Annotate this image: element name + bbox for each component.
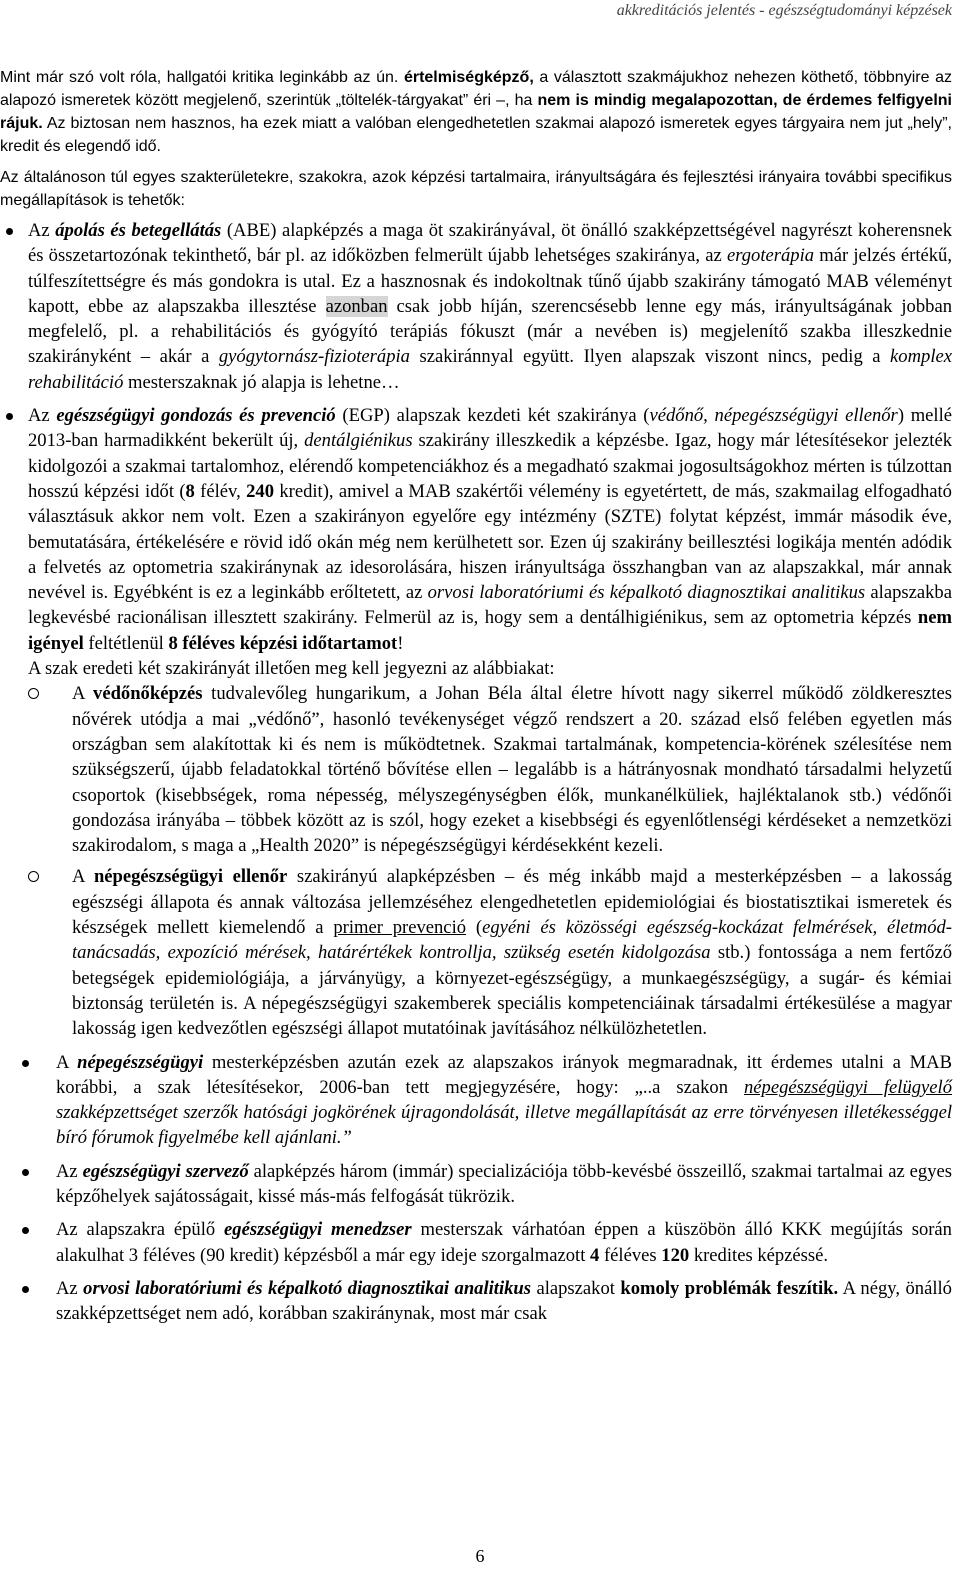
paragraph-specific: Az általánoson túl egyes szakterületekre, szakokra, azok képzési tartalmaira, irányultságára és fejlesztési irányaira további specifikus megállapítások is tehetők: — [0, 169, 952, 209]
paragraph-intro: Mint már szó volt róla, hallgatói kritika leginkább az ún. értelmiségképző, a választott szakmájukhoz nehezen köthető, többnyire az alapozó ismeretek között megjelenő, szerintük „töltelék-tárgyakat” éri –, ha nem is mindig megalapozottan, de érdemes felfigyelni rájuk. Az biztosan nem hasznos, ha ezek miatt a valóban elengedhetetlen szakmai alapozó ismeretek egyes tárgyaira nem jut „hely”, kredit és elegendő idő. — [0, 69, 953, 155]
bullet-dot-icon — [22, 1286, 29, 1293]
circle-bullet-icon — [28, 871, 39, 882]
bullet-olkda: Az orvosi laboratóriumi és képalkotó diagnosztikai analitikus alapszakot komoly problémák feszítik. A négy, önálló szakképzettséget nem adó, korábban szakiránynak, most már csak — [0, 1276, 952, 1327]
bullet-menedzser: Az alapszakra épülő egészségügyi menedzser mesterszak várhatóan éppen a küszöbön álló KKK megújítás során alakulhat 3 féléves (90 kredit) képzésből a már egy ideje szorgalmazott 4 féléves 120 kredites képzéssé. — [0, 1217, 952, 1268]
bullet-nepegeszsegugyi-mester: A népegészségügyi mesterképzésben azután ezek az alapszakos irányok megmaradnak, itt érdemes utalni a MAB korábbi, a szak létesítésekor, 2006-ban tett megjegyzésére, hogy: „..a szakon népegészségügyi felügyelő szakképzettséget szerzők hatósági jogkörének újragondolását, illetve megállapítását az erre törvényesen illetékességgel bíró fórumok figyelmébe kell ajánlani.” — [0, 1050, 952, 1151]
document-body — [0, 66, 952, 1334]
page-number: 6 — [475, 1546, 485, 1566]
note-line: A szak eredeti két szakirányát illetően meg kell jegyezni az alábbiakat: — [28, 658, 555, 680]
bullet-dot-icon — [6, 228, 13, 235]
main-bullet-list — [0, 218, 952, 681]
sub-item-nepegeszsegugyi: A népegészségügyi ellenőr szakirányú alapképzésben – és még inkább majd a mesterképzésben – a lakosság egészségi állapota és annak változása jellemzéséhez elengedhetetlen epidemiológiai és biostatisztikai ismeretek és készségek mellett kiemelendő a primer prevenció (egyéni és közösségi egészség-kockázat felmérések, életmód-tanácsadás, expozíció mérések, határértékek kontrollja, szükség esetén kidolgozása stb.) fontossága a nem fertőző betegségek epidemiológiája, a járványügy, a környezet-egészségügy, a munkaegészségügy, a sugár- és kémiai biztonság területén is. A népegészségügyi szakemberek speciális kompetenciáinak társadalmi értékesülése a magyar lakosság igen kedvezőtlen egészségi állapot mutatóinak javításához nélkülözhetetlen. — [0, 864, 952, 1041]
bullet-dot-icon — [22, 1060, 29, 1067]
secondary-bullet-list — [0, 1050, 952, 1327]
running-header: akkreditációs jelentés - egészségtudományi képzések — [616, 2, 952, 19]
bullet-abe: Az ápolás és betegellátás (ABE) alapképzés a maga öt szakirányával, öt önálló szakképzettségével nagyrészt koherensnek és összetartozónak tekinthető, bár pl. az időközben felmerült újabb lehetséges szakiránya, az ergoterápia már jelzés értékű, túlfeszítettségre és más gondokra is utal. Ez a hasznosnak és indokoltnak tűnő újabb szakirány támogató MAB véleményt kapott, ebbe az alapszakba illesztése azonban csak jobb híján, szerencsésebb lenne egy más, irányultságának jobban megfelelő, pl. a rehabilitációs és gyógyító terápiás fókuszt (már a nevében is) megjelenítő szakba illeszkednie szakirányként – akár a gyógytornász-fizioterápia szakiránnyal együtt. Ilyen alapszak viszont nincs, pedig a komplex rehabilitáció mesterszaknak jó alapja is lehetne… — [0, 218, 952, 395]
bullet-dot-icon — [6, 413, 13, 420]
circle-bullet-icon — [28, 688, 39, 699]
sub-item-vedono: A védőnőképzés tudvalevőleg hungarikum, a Johan Béla által életre hívott nagy sikerrel működő zöldkeresztes nővérek utódja a mai „védőnő”, hasonló tevékenységet végző rendszert a 20. század első felében egyetlen más országban sem alakítottak ki és nem is működtetnek. Szakmai tartalmának, kompetencia-körének szélesítése nem szükségszerű, újabb feladatokkal történő bővítése ellen – legalább is a hátrányosnak mondható társadalmi helyzetű csoportok (kisebbségek, roma népesség, mélyszegénységben élők, munkanélküliek, hajléktalanok stb.) védőnői gondozása irányába – többek között az is szól, hogy ezeket a kisebbségi és egyenlőtlenségi kérdéseket a nemzetközi szakirodalom, s maga a „Health 2020” is népegészségügyi kérdésekként kezeli. — [0, 681, 952, 858]
highlighted-word: azonban — [325, 295, 388, 317]
bullet-dot-icon — [22, 1169, 29, 1176]
bullet-dot-icon — [22, 1227, 29, 1234]
bullet-szervezo: Az egészségügyi szervező alapképzés három (immár) specializációja több-kevésbé összeillő, szakmai tartalmai az egyes képzőhelyek sajátosságait, kissé más-más felfogását tükrözik. — [0, 1159, 952, 1210]
bullet-egp: Az egészségügyi gondozás és prevenció (EGP) alapszak kezdeti két szakiránya (védőnő, népegészségügyi ellenőr) mellé 2013-ban harmadikként bekerült új, dentálgiénikus szakirány illeszkedik a képzésbe. Igaz, hogy már létesítésekor jelezték kidolgozói a szakmai tartalomhoz, elérendő kompetenciákhoz és a megadható szakmai jogosultságokhoz mérten is túlzottan hosszú képzési időt (8 félév, 240 kredit), amivel a MAB szakértői vélemény is egyetértett, de más, szakmailag elfogadható választásuk akkor nem volt. Ezen a szakirányon egyelőre egy intézmény (SZTE) folytat képzést, immár második éve, bemutatására, értékelésére e rövid idő okán még nem kerülhetett sor. Ezen új szakirány beillesztési logikája mentén adódik a felvetés az optometria szakiránynak az idesorolására, hiszen irányultsága összhangban van az alapszakkal, már annak nevével is. Egyébként is ez a leginkább erőltetett, az orvosi laboratóriumi és képalkotó diagnosztikai analitikus alapszakba legkevésbé racionálisan illesztett szakirány. Felmerül az is, hogy sem a dentálhigiénikus, sem az optometria képzés nem igényel feltétlenül 8 féléves képzési időtartamot! A szak eredeti két szakirányát illetően meg kell jegyezni az alábbiakat: — [0, 403, 952, 681]
